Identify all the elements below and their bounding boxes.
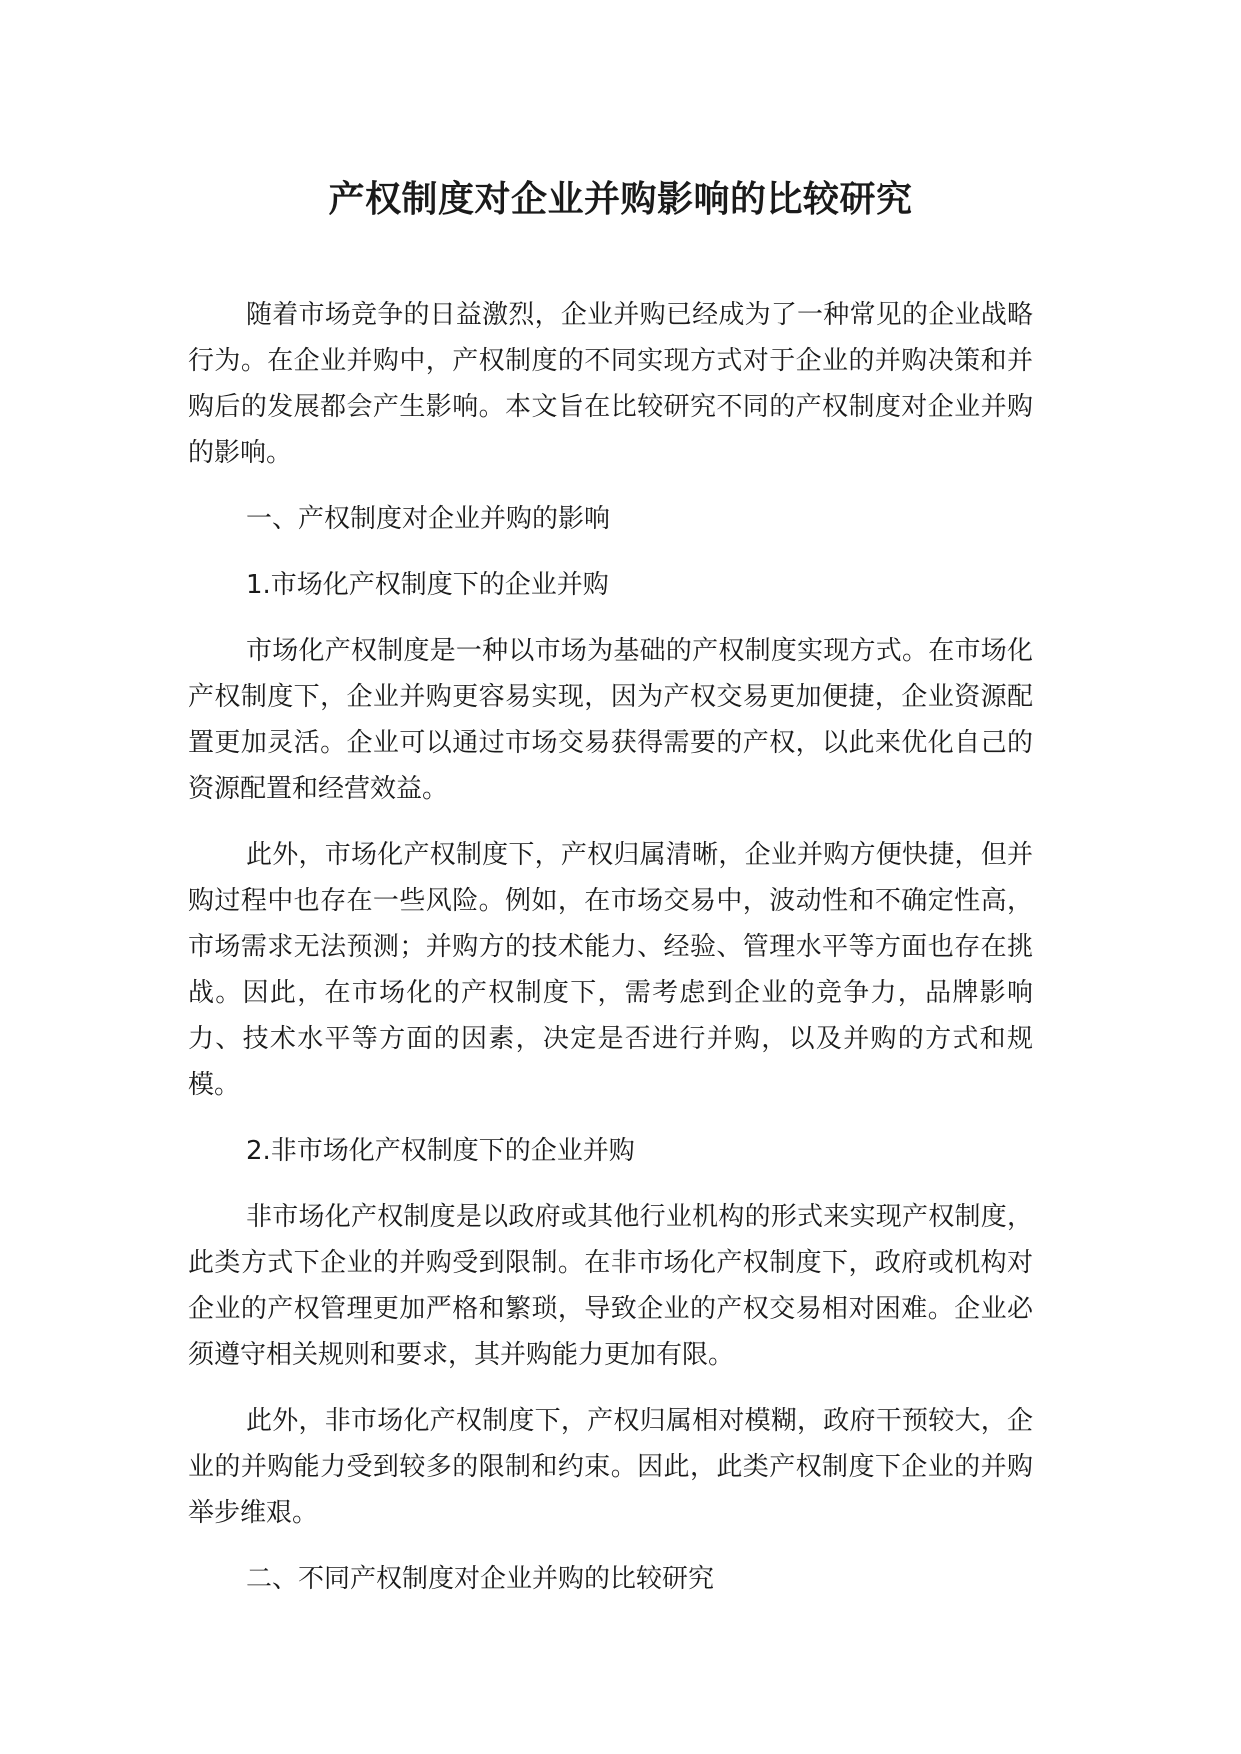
paragraph-market-2: 此外，市场化产权制度下，产权归属清晰，企业并购方便快捷，但并购过程中也存在一些风险。例如，在市场交易中，波动性和不确定性高，市场需求无法预测；并购方的技术能力、经验、管理水平等方面也存在挑战。因此，在市场化的产权制度下，需考虑到企业的竞争力，品牌影响力、技术水平等方面的因素，决定是否进行并购，以及并购的方式和规模。 <box>188 840 1033 1100</box>
section-heading-1: 一、产权制度对企业并购的影响 <box>246 504 611 534</box>
paragraph-nonmarket-2: 此外，非市场化产权制度下，产权归属相对模糊，政府干预较大，企业的并购能力受到较多的限制和约束。因此，此类产权制度下企业的并购举步维艰。 <box>188 1406 1033 1528</box>
subsection-heading-1: 1.市场化产权制度下的企业并购 <box>246 570 609 600</box>
intro-paragraph: 随着市场竞争的日益激烈，企业并购已经成为了一种常见的企业战略行为。在企业并购中，产权制度的不同实现方式对于企业的并购决策和并购后的发展都会产生影响。本文旨在比较研究不同的产权制度对企业并购的影响。 <box>188 300 1033 468</box>
document-title: 产权制度对企业并购影响的比较研究 <box>328 179 913 220</box>
section-heading-2: 二、不同产权制度对企业并购的比较研究 <box>246 1564 715 1594</box>
document-body <box>188 292 1033 1622</box>
subsection-heading-2: 2.非市场化产权制度下的企业并购 <box>246 1136 635 1166</box>
paragraph-nonmarket-1: 非市场化产权制度是以政府或其他行业机构的形式来实现产权制度，此类方式下企业的并购受到限制。在非市场化产权制度下，政府或机构对企业的产权管理更加严格和繁琐，导致企业的产权交易相对困难。企业必须遵守相关规则和要求，其并购能力更加有限。 <box>188 1202 1033 1370</box>
paragraph-market-1: 市场化产权制度是一种以市场为基础的产权制度实现方式。在市场化产权制度下，企业并购更容易实现，因为产权交易更加便捷，企业资源配置更加灵活。企业可以通过市场交易获得需要的产权，以此来优化自己的资源配置和经营效益。 <box>188 636 1033 804</box>
